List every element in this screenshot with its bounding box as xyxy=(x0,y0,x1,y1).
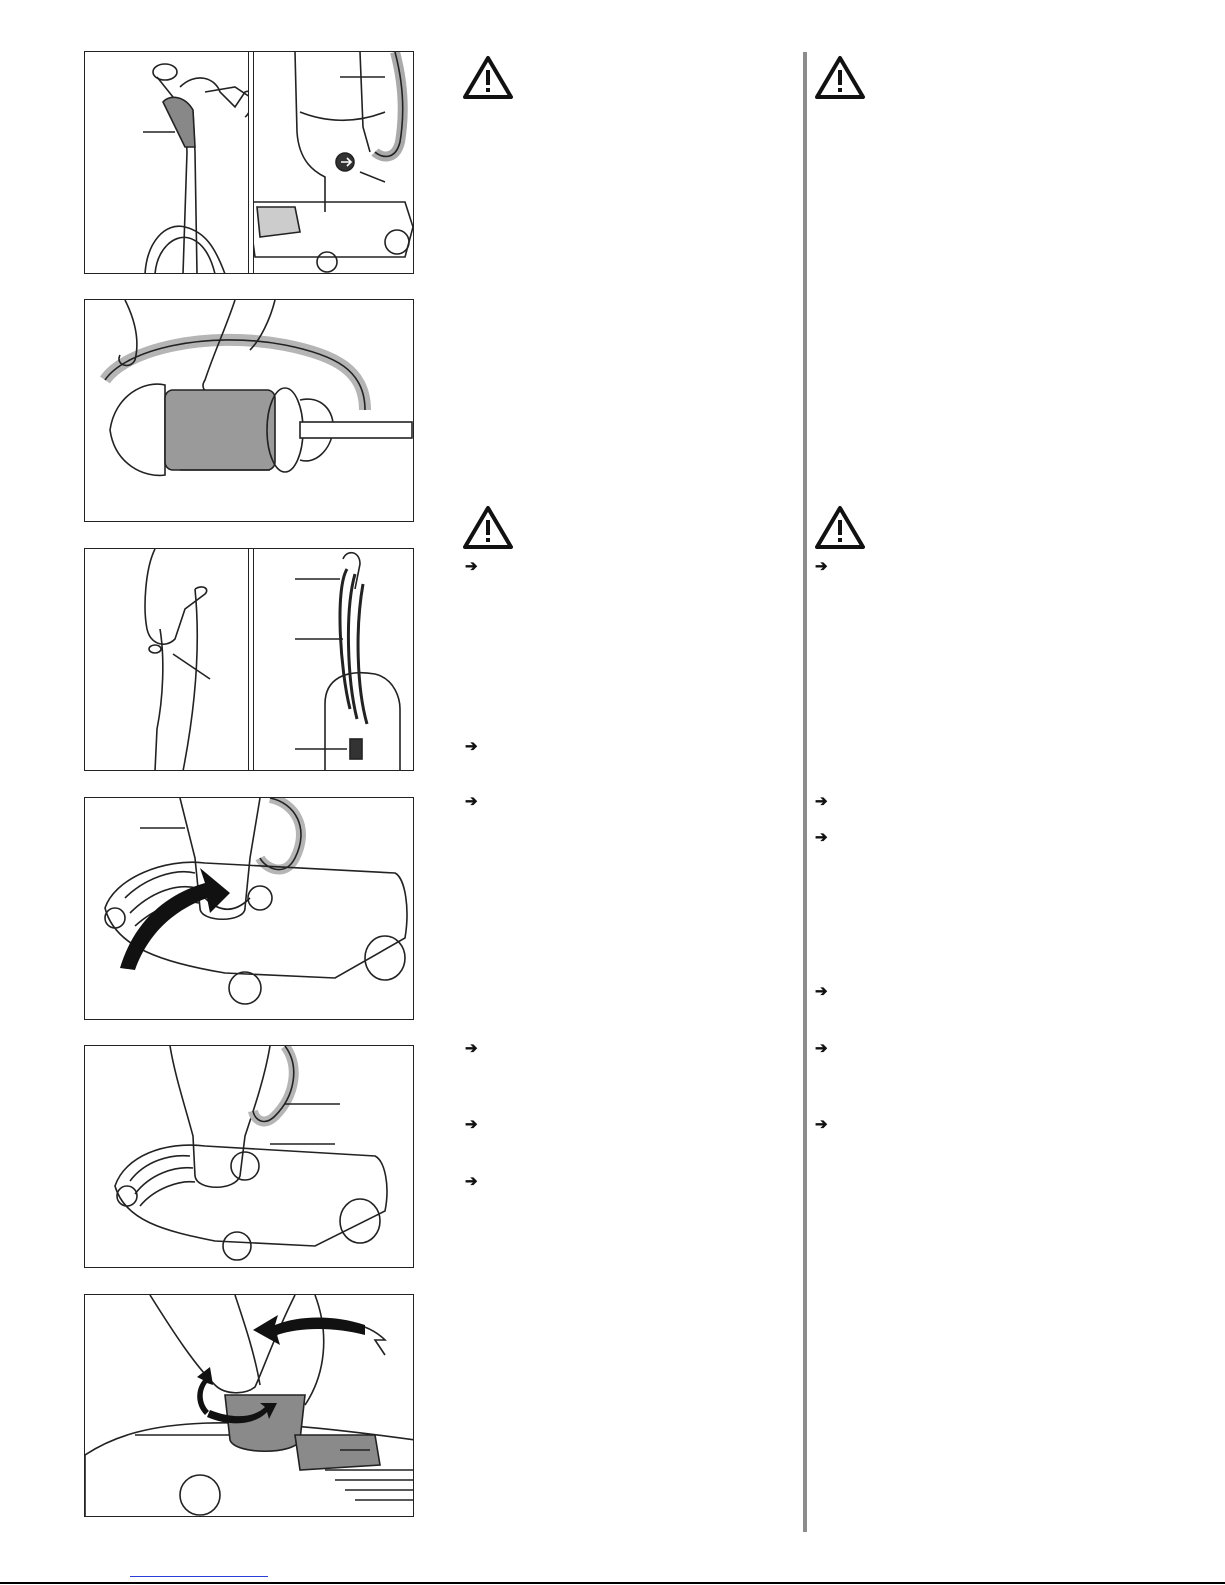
column-divider xyxy=(803,52,807,1532)
figure-handle-and-hose xyxy=(84,51,414,274)
warning-triangle-icon xyxy=(462,54,514,100)
canister-carry-illustration xyxy=(85,300,414,522)
right-arrow-bullet-icon: ➔ xyxy=(815,1040,828,1057)
figure-upright-attached xyxy=(84,1045,414,1268)
warning-triangle-icon xyxy=(462,504,514,550)
right-arrow-bullet-icon: ➔ xyxy=(465,738,478,755)
release-pedal-illustration xyxy=(85,1295,414,1517)
right-arrow-bullet-icon: ➔ xyxy=(465,1040,478,1057)
panel-divider xyxy=(248,549,254,770)
right-arrow-bullet-icon: ➔ xyxy=(815,793,828,810)
figure-nozzle-attach xyxy=(84,797,414,1020)
right-arrow-bullet-icon: ➔ xyxy=(815,558,828,575)
warning-triangle-icon xyxy=(814,54,866,100)
right-arrow-bullet-icon: ➔ xyxy=(465,558,478,575)
warning-triangle-icon xyxy=(814,504,866,550)
footer-rule xyxy=(0,1582,1225,1584)
figure-release-pedal xyxy=(84,1294,414,1517)
footer-link-underline[interactable] xyxy=(130,1576,268,1577)
figure-canister-carry xyxy=(84,299,414,522)
right-arrow-bullet-icon: ➔ xyxy=(815,1116,828,1133)
right-arrow-bullet-icon: ➔ xyxy=(465,1116,478,1133)
right-arrow-bullet-icon: ➔ xyxy=(815,829,828,846)
right-arrow-bullet-icon: ➔ xyxy=(815,983,828,1000)
right-arrow-bullet-icon: ➔ xyxy=(465,793,478,810)
panel-divider xyxy=(248,52,254,273)
nozzle-attach-illustration xyxy=(85,798,414,1020)
figure-cord-hook xyxy=(84,548,414,771)
upright-attached-illustration xyxy=(85,1046,414,1268)
right-arrow-bullet-icon: ➔ xyxy=(465,1173,478,1190)
